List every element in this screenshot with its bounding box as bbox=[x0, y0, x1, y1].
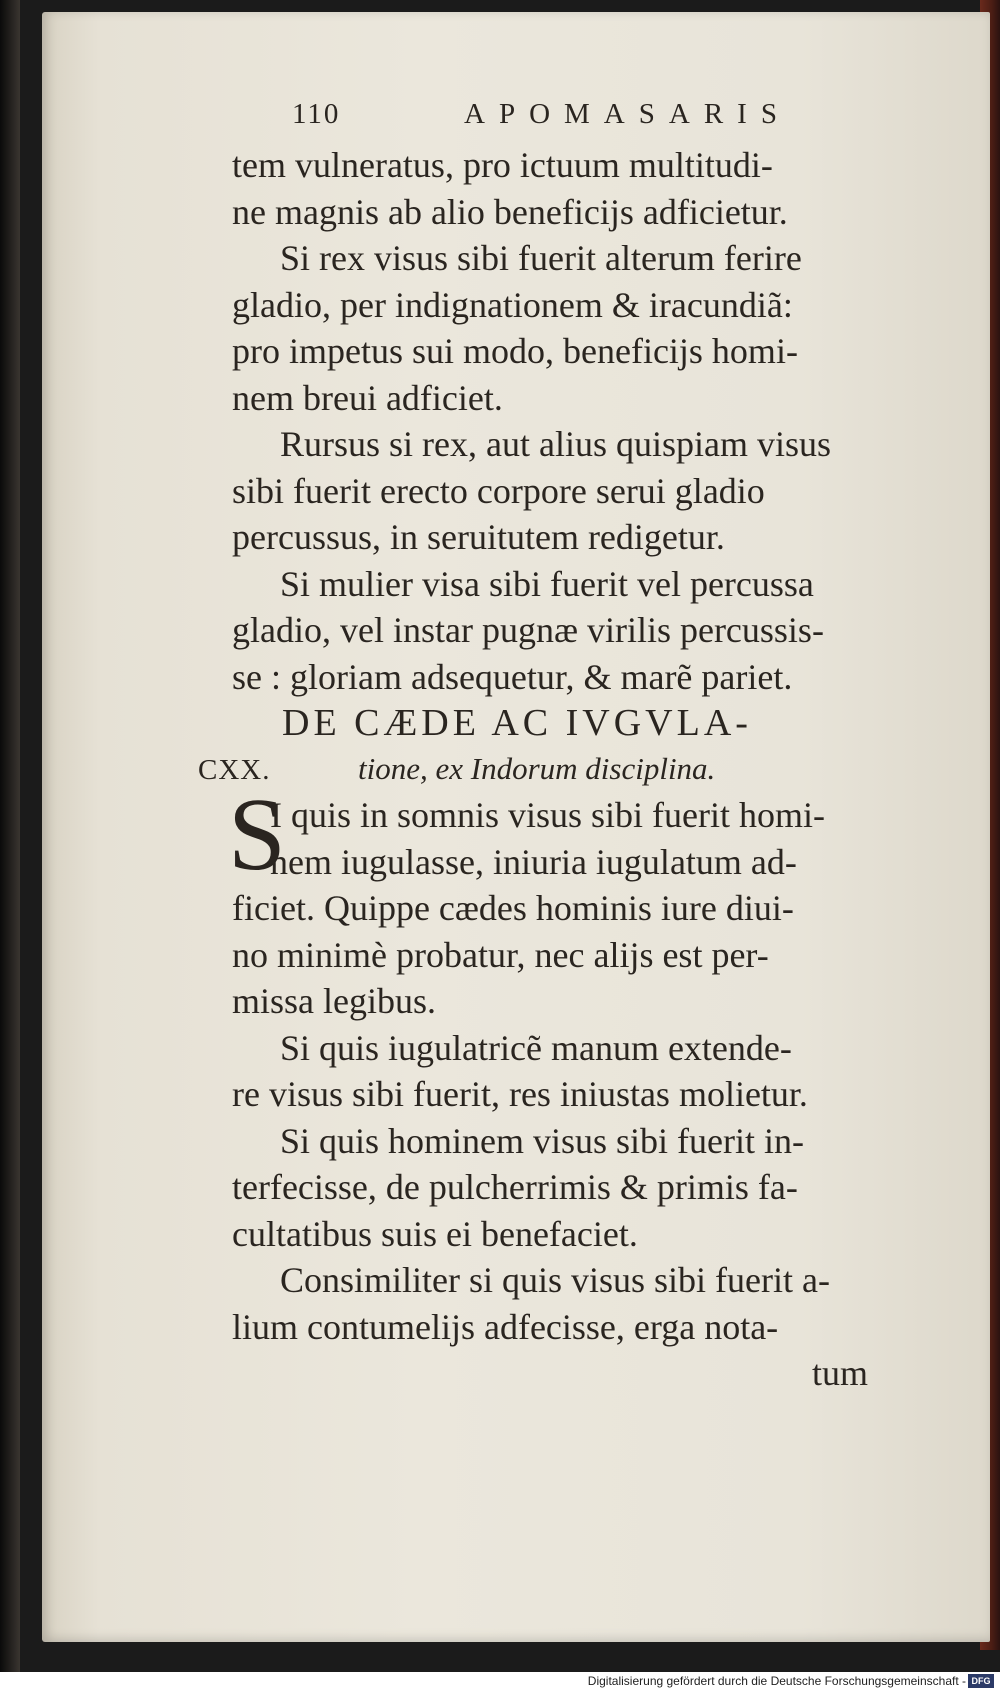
text-line: ne magnis ab alio beneficijs adficietur. bbox=[232, 191, 788, 232]
text-line: I quis in somnis visus sibi fuerit homi- bbox=[270, 795, 826, 835]
text-line: nem iugulasse, iniuria iugulatum ad- bbox=[270, 841, 797, 882]
text-line: tem vulneratus, pro ictuum multitudi- bbox=[232, 145, 773, 185]
text-line: cultatibus suis ei benefaciet. bbox=[232, 1213, 638, 1254]
dropcap-paragraph bbox=[228, 777, 938, 892]
text-line: missa legibus. bbox=[232, 981, 436, 1021]
book-title: APOMASARIS bbox=[464, 98, 791, 130]
text-line: percussus, in seruitutem redigetur. bbox=[232, 517, 725, 557]
running-head bbox=[232, 98, 938, 142]
text-line: se : gloriam adsequetur, & marẽ pariet. bbox=[232, 656, 793, 697]
text-line: re visus sibi fuerit, res iniustas molietur. bbox=[232, 1074, 808, 1114]
section-heading: DE CÆDE AC IVGVLA- bbox=[282, 702, 752, 744]
footer-bar bbox=[0, 1672, 1000, 1690]
text-line: Si quis hominem visus sibi fuerit in- bbox=[280, 1120, 805, 1161]
text-line: gladio, per indignationem & iracundiã: bbox=[232, 284, 793, 325]
text-line: pro impetus sui modo, beneficijs homi- bbox=[232, 331, 798, 371]
text-line: Rursus si rex, aut alius quispiam visus bbox=[280, 424, 831, 464]
dfg-logo-icon: DFG bbox=[968, 1674, 994, 1688]
catchword: tum bbox=[811, 1353, 868, 1393]
page-text bbox=[228, 98, 938, 1397]
text-line: Consimiliter si quis visus sibi fuerit a- bbox=[280, 1260, 830, 1300]
section-subheading: tione, ex Indorum disciplina. bbox=[358, 751, 716, 786]
page-number: 110 bbox=[292, 98, 341, 130]
text-line: Si quis iugulatricẽ manum extende- bbox=[280, 1027, 792, 1068]
text-line: terfecisse, de pulcherrimis & primis fa- bbox=[232, 1167, 798, 1207]
text-line: gladio, vel instar pugnæ virilis percussis- bbox=[232, 610, 824, 650]
footer-credit: Digitalisierung gefördert durch die Deutsche Forschungsgemeinschaft - bbox=[587, 1674, 966, 1688]
text-line: no minimè probatur, nec alijs est per- bbox=[232, 934, 769, 975]
text-line: Si rex visus sibi fuerit alterum ferire bbox=[280, 238, 802, 278]
drop-capital: S bbox=[228, 777, 286, 892]
text-line: ficiet. Quippe cædes hominis iure diui- bbox=[232, 888, 794, 928]
chapter-number: CXX. bbox=[198, 754, 271, 786]
scan-left-edge bbox=[0, 0, 20, 1690]
text-line: sibi fuerit erecto corpore serui gladio bbox=[232, 470, 765, 511]
text-line: nem breui adficiet. bbox=[232, 377, 503, 418]
text-line: Si mulier visa sibi fuerit vel percussa bbox=[280, 563, 814, 604]
text-line: lium contumelijs adfecisse, erga nota- bbox=[232, 1306, 779, 1347]
